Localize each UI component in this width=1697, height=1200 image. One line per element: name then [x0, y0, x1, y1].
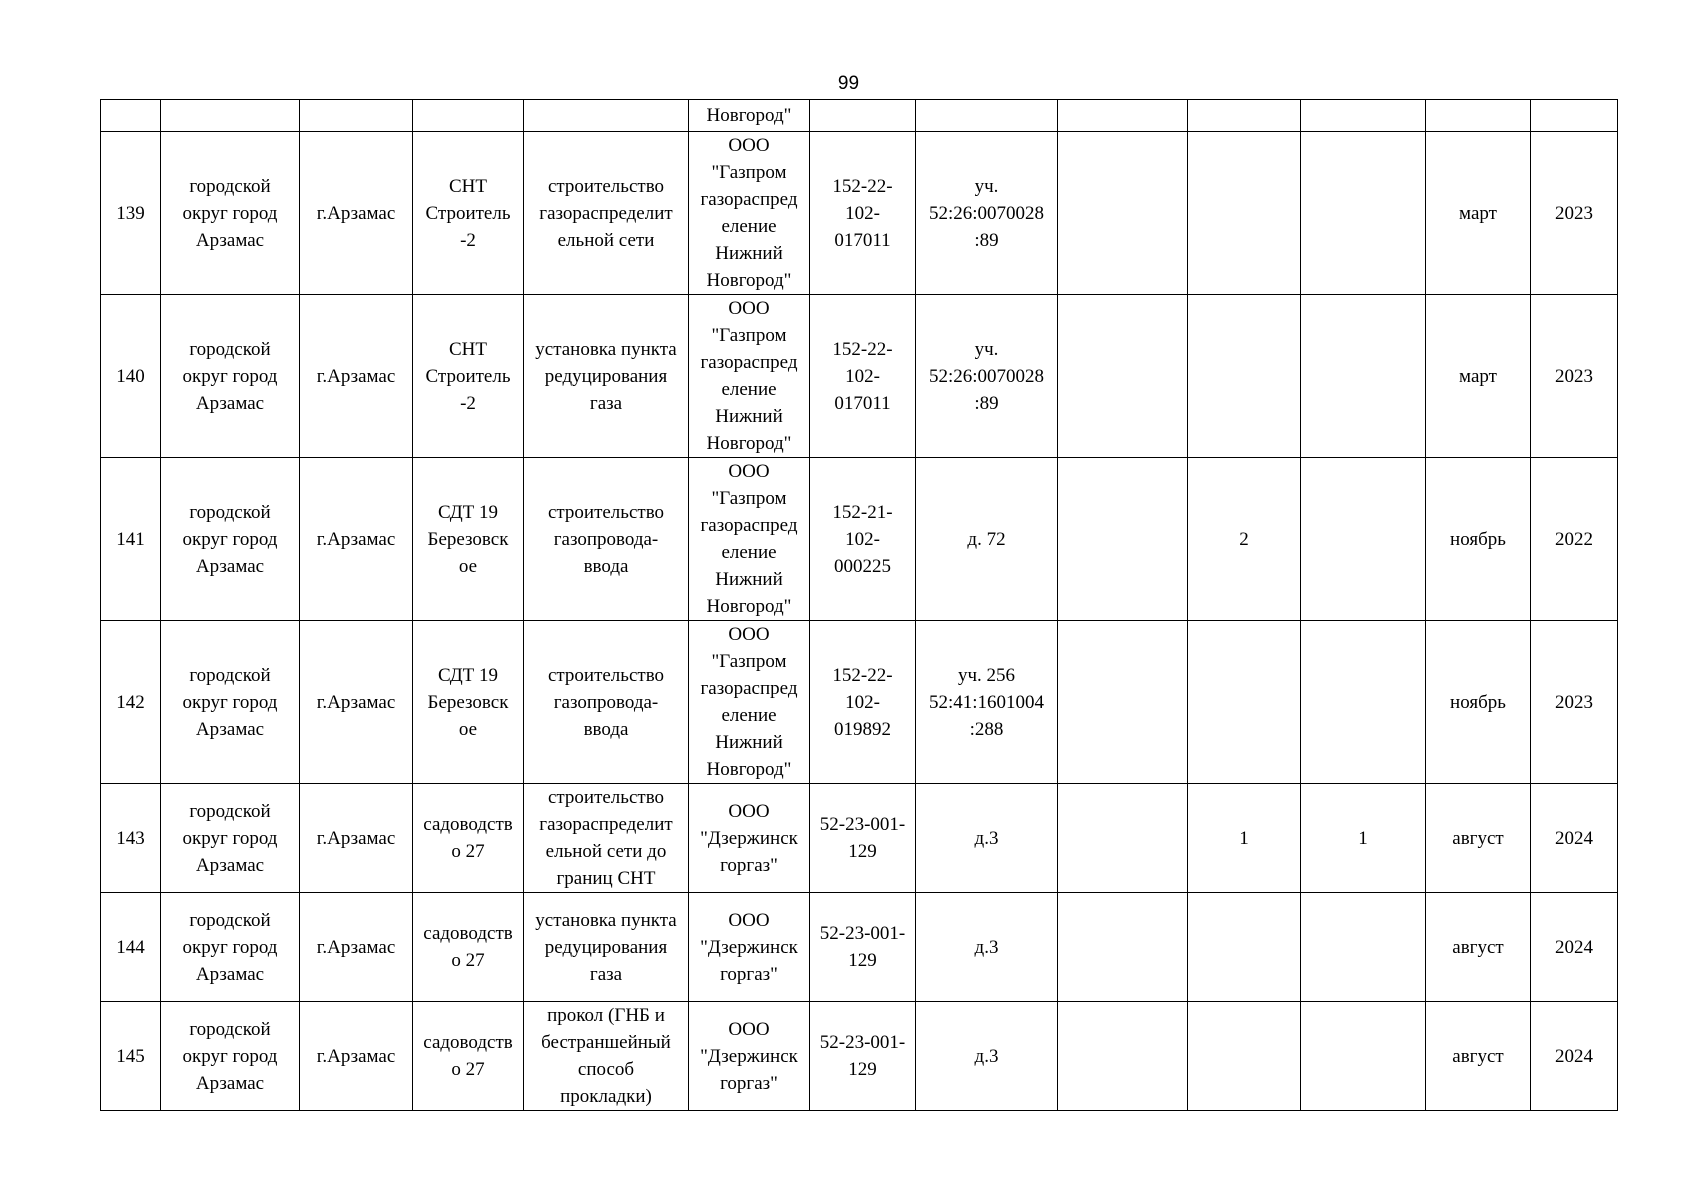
cell-year: 2023 [1531, 621, 1618, 784]
cell-month: август [1426, 1002, 1531, 1111]
cell-month: ноябрь [1426, 621, 1531, 784]
cell-address: уч. 256 52:41:1601004 :288 [916, 621, 1058, 784]
cell-object: СНТ Строитель -2 [413, 132, 524, 295]
table-row [101, 1002, 1618, 1111]
cell-empty [810, 100, 916, 132]
cell-col-10 [1188, 295, 1301, 458]
table-row [101, 295, 1618, 458]
cell-row-number: 145 [101, 1002, 161, 1111]
cell-year: 2024 [1531, 893, 1618, 1002]
cell-month: август [1426, 893, 1531, 1002]
table-body [101, 100, 1618, 1111]
cell-work-type: строительство газораспределит ельной сети [524, 132, 689, 295]
cell-object: садоводств о 27 [413, 1002, 524, 1111]
cell-month: ноябрь [1426, 458, 1531, 621]
cell-district: городской округ город Арзамас [161, 1002, 300, 1111]
cell-col-10 [1188, 893, 1301, 1002]
cell-code: 52-23-001- 129 [810, 1002, 916, 1111]
cell-col-9 [1058, 1002, 1188, 1111]
cell-col-9 [1058, 295, 1188, 458]
cell-col-9 [1058, 621, 1188, 784]
cell-col-9 [1058, 893, 1188, 1002]
cell-row-number: 144 [101, 893, 161, 1002]
cell-empty [1058, 100, 1188, 132]
cell-district: городской округ город Арзамас [161, 893, 300, 1002]
table-row [101, 458, 1618, 621]
cell-town: г.Арзамас [300, 893, 413, 1002]
cell-address: д.3 [916, 784, 1058, 893]
cell-empty [413, 100, 524, 132]
cell-month: март [1426, 295, 1531, 458]
cell-month: март [1426, 132, 1531, 295]
data-table [100, 99, 1618, 1111]
cell-col-9 [1058, 132, 1188, 295]
cell-row-number: 139 [101, 132, 161, 295]
page-number: 99 [837, 73, 860, 94]
cell-work-type: установка пункта редуцирования газа [524, 295, 689, 458]
cell-work-type: прокол (ГНБ и бестраншейный способ прокладки) [524, 1002, 689, 1111]
cell-town: г.Арзамас [300, 295, 413, 458]
cell-operator: ООО "Газпром газораспред еление Нижний Новгород" [689, 132, 810, 295]
cell-col-10 [1188, 621, 1301, 784]
cell-empty [300, 100, 413, 132]
cell-address: уч. 52:26:0070028 :89 [916, 132, 1058, 295]
cell-empty [1531, 100, 1618, 132]
cell-year: 2022 [1531, 458, 1618, 621]
cell-work-type: строительство газопровода- ввода [524, 621, 689, 784]
cell-work-type: строительство газопровода- ввода [524, 458, 689, 621]
cell-year: 2023 [1531, 295, 1618, 458]
cell-operator: ООО "Газпром газораспред еление Нижний Новгород" [689, 458, 810, 621]
cell-town: г.Арзамас [300, 621, 413, 784]
table-row [101, 784, 1618, 893]
cell-operator: ООО "Дзержинск горгаз" [689, 893, 810, 1002]
cell-work-type: установка пункта редуцирования газа [524, 893, 689, 1002]
cell-district: городской округ город Арзамас [161, 458, 300, 621]
cell-operator: ООО "Дзержинск горгаз" [689, 784, 810, 893]
cell-col-11 [1301, 132, 1426, 295]
cell-work-type: строительство газораспределит ельной сети до границ СНТ [524, 784, 689, 893]
cell-operator: ООО "Дзержинск горгаз" [689, 1002, 810, 1111]
cell-col-9 [1058, 784, 1188, 893]
cell-empty [916, 100, 1058, 132]
table-row [101, 893, 1618, 1002]
cell-code: 152-22- 102- 019892 [810, 621, 916, 784]
cell-month: август [1426, 784, 1531, 893]
cell-col-11 [1301, 621, 1426, 784]
cell-town: г.Арзамас [300, 784, 413, 893]
cell-code: 52-23-001- 129 [810, 784, 916, 893]
cell-district: городской округ город Арзамас [161, 784, 300, 893]
cell-col-10 [1188, 1002, 1301, 1111]
cell-row-number: 140 [101, 295, 161, 458]
cell-col-11: 1 [1301, 784, 1426, 893]
cell-town: г.Арзамас [300, 132, 413, 295]
cell-operator: ООО "Газпром газораспред еление Нижний Новгород" [689, 621, 810, 784]
cell-operator: Новгород" [689, 100, 810, 132]
cell-object: СДТ 19 Березовск ое [413, 621, 524, 784]
cell-operator: ООО "Газпром газораспред еление Нижний Новгород" [689, 295, 810, 458]
cell-code: 152-21- 102- 000225 [810, 458, 916, 621]
cell-col-10: 1 [1188, 784, 1301, 893]
cell-year: 2024 [1531, 784, 1618, 893]
table-row-continuation [101, 100, 1618, 132]
cell-code: 152-22- 102- 017011 [810, 295, 916, 458]
cell-district: городской округ город Арзамас [161, 132, 300, 295]
cell-col-9 [1058, 458, 1188, 621]
cell-col-11 [1301, 295, 1426, 458]
cell-empty [1426, 100, 1531, 132]
cell-code: 152-22- 102- 017011 [810, 132, 916, 295]
cell-empty [524, 100, 689, 132]
table-row [101, 132, 1618, 295]
cell-district: городской округ город Арзамас [161, 295, 300, 458]
cell-col-10: 2 [1188, 458, 1301, 621]
cell-col-11 [1301, 893, 1426, 1002]
cell-address: д. 72 [916, 458, 1058, 621]
cell-year: 2024 [1531, 1002, 1618, 1111]
cell-object: СНТ Строитель -2 [413, 295, 524, 458]
cell-year: 2023 [1531, 132, 1618, 295]
cell-empty [101, 100, 161, 132]
table-row [101, 621, 1618, 784]
cell-empty [1301, 100, 1426, 132]
cell-object: садоводств о 27 [413, 784, 524, 893]
cell-empty [1188, 100, 1301, 132]
cell-row-number: 142 [101, 621, 161, 784]
cell-empty [161, 100, 300, 132]
cell-town: г.Арзамас [300, 1002, 413, 1111]
cell-row-number: 143 [101, 784, 161, 893]
cell-row-number: 141 [101, 458, 161, 621]
cell-address: уч. 52:26:0070028 :89 [916, 295, 1058, 458]
cell-col-11 [1301, 458, 1426, 621]
cell-object: СДТ 19 Березовск ое [413, 458, 524, 621]
cell-code: 52-23-001- 129 [810, 893, 916, 1002]
cell-district: городской округ город Арзамас [161, 621, 300, 784]
cell-col-10 [1188, 132, 1301, 295]
cell-col-11 [1301, 1002, 1426, 1111]
cell-town: г.Арзамас [300, 458, 413, 621]
cell-address: д.3 [916, 1002, 1058, 1111]
cell-address: д.3 [916, 893, 1058, 1002]
cell-object: садоводств о 27 [413, 893, 524, 1002]
